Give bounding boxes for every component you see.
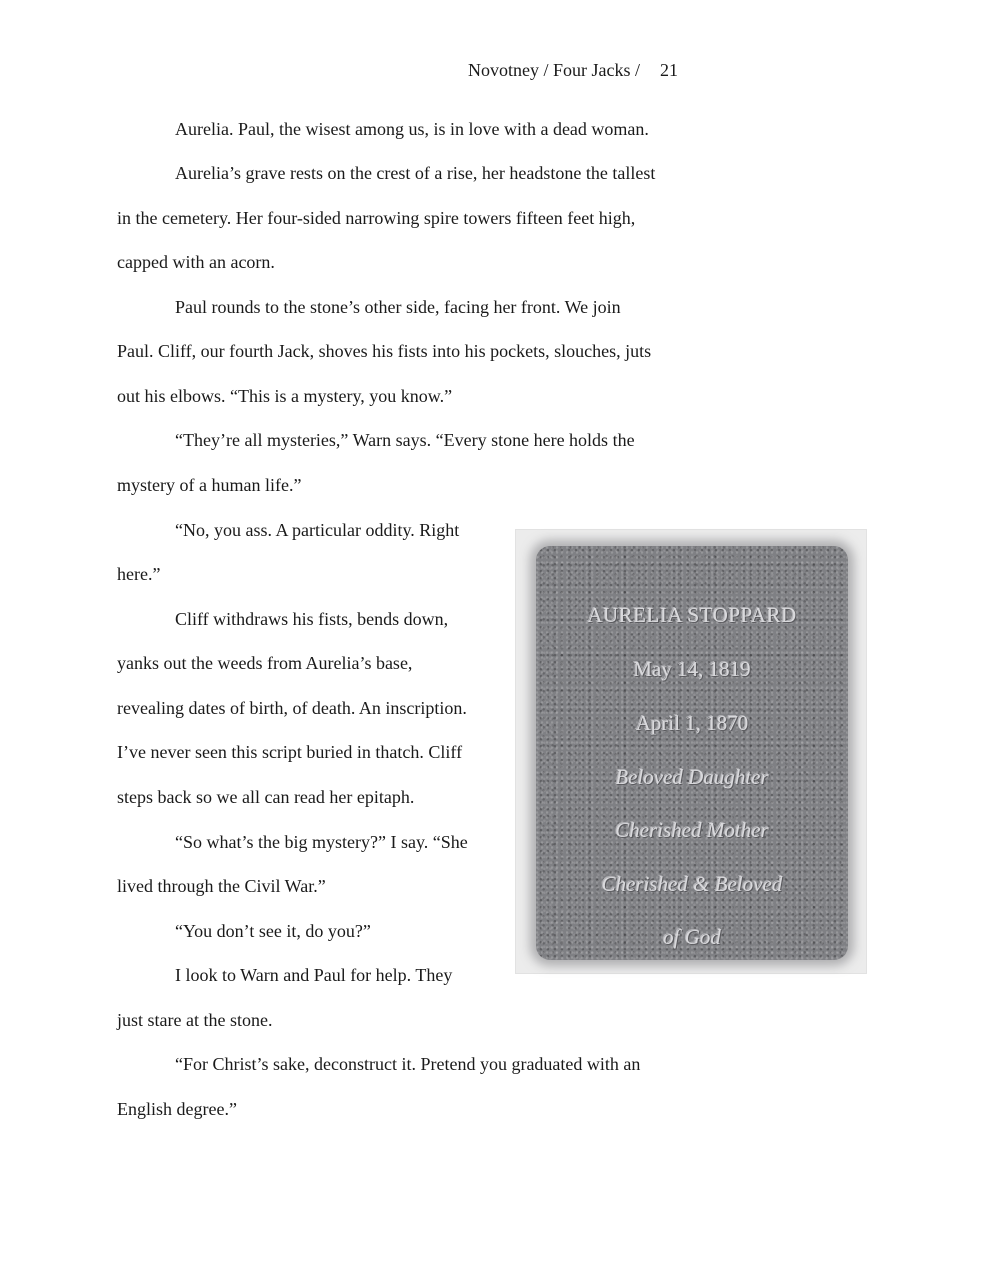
text-line: here.”	[117, 564, 161, 584]
text-line: just stare at the stone.	[117, 1010, 273, 1030]
running-header	[468, 58, 678, 82]
text-line: I’ve never seen this script buried in thatch. Cliff	[117, 742, 463, 762]
text-line: “For Christ’s sake, deconstruct it. Pretend you graduated with an	[175, 1054, 641, 1074]
text-line: I look to Warn and Paul for help. They	[175, 965, 453, 985]
text-line: yanks out the weeds from Aurelia’s base,	[117, 653, 413, 673]
headstone-epitaph-line: Beloved Daughter	[615, 765, 769, 789]
headstone-name: AURELIA STOPPARD	[587, 603, 797, 627]
text-line: Aurelia’s grave rests on the crest of a rise, her headstone the tallest	[175, 163, 656, 183]
headstone	[536, 546, 848, 960]
text-line: “No, you ass. A particular oddity. Right	[175, 520, 460, 540]
text-line: out his elbows. “This is a mystery, you know.”	[117, 386, 453, 406]
text-line: in the cemetery. Her four-sided narrowing spire towers fifteen feet high,	[117, 208, 636, 228]
text-line: Paul rounds to the stone’s other side, facing her front. We join	[175, 297, 621, 317]
text-line: “You don’t see it, do you?”	[175, 921, 371, 941]
text-line: Cliff withdraws his fists, bends down,	[175, 609, 449, 629]
text-line: “So what’s the big mystery?” I say. “She	[175, 832, 468, 852]
text-line: Aurelia. Paul, the wisest among us, is in love with a dead woman.	[175, 119, 649, 139]
running-head-title: Novotney / Four Jacks /	[468, 60, 640, 80]
headstone-epitaph-line: Cherished & Beloved	[601, 872, 783, 896]
headstone-epitaph-line: Cherished Mother	[615, 818, 769, 842]
headstone-birth-date: May 14, 1819	[633, 657, 751, 681]
text-line: revealing dates of birth, of death. An inscription.	[117, 698, 467, 718]
text-line: English degree.”	[117, 1099, 237, 1119]
text-line: Paul. Cliff, our fourth Jack, shoves his fists into his pockets, slouches, juts	[117, 341, 652, 361]
text-line: capped with an acorn.	[117, 252, 275, 272]
text-line: steps back so we all can read her epitaph.	[117, 787, 415, 807]
headstone-figure	[515, 529, 867, 974]
text-line: “They’re all mysteries,” Warn says. “Every stone here holds the	[175, 430, 635, 450]
headstone-death-date: April 1, 1870	[635, 711, 749, 735]
headstone-epitaph-line: of God	[663, 925, 721, 949]
page-number: 21	[659, 60, 678, 80]
text-line: mystery of a human life.”	[117, 475, 302, 495]
text-line: lived through the Civil War.”	[117, 876, 326, 896]
